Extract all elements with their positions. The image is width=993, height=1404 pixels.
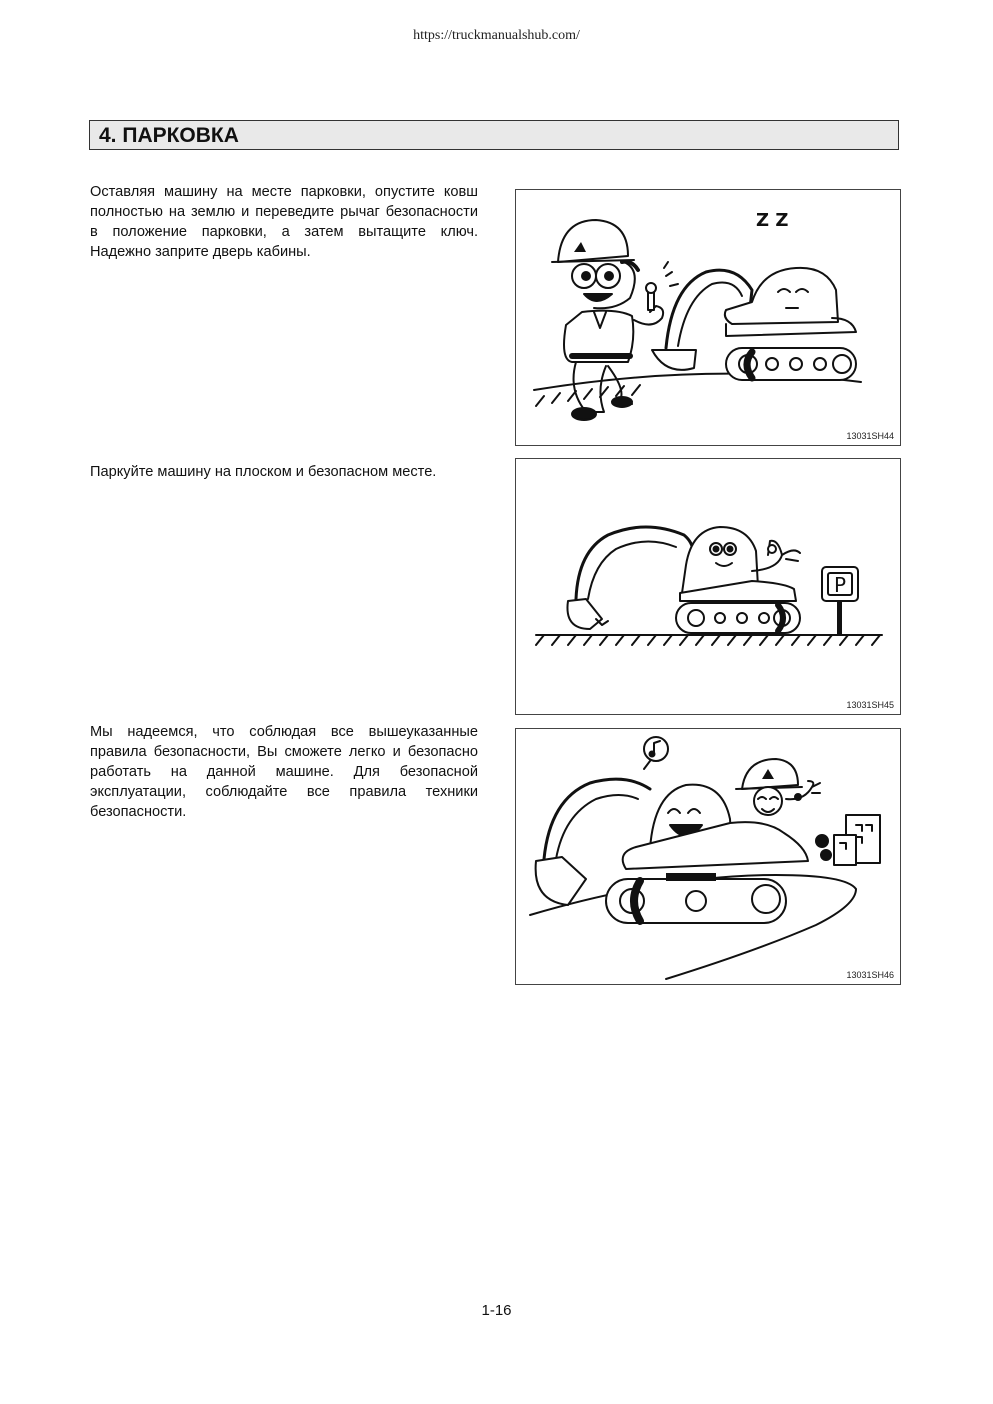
sleeping-excavator-illustration <box>516 190 902 447</box>
section-title: 4. ПАРКОВКА <box>89 120 899 150</box>
figure-code: 13031SH46 <box>846 970 894 980</box>
happy-excavator-illustration <box>516 729 902 986</box>
figure-happy-excavator <box>515 728 901 985</box>
figure-code: 13031SH44 <box>846 431 894 441</box>
figure-sleeping-excavator <box>515 189 901 446</box>
sleep-text: Z Z <box>756 210 789 231</box>
paragraph-parking-location: Паркуйте машину на плоском и безопасном месте. <box>90 464 437 480</box>
page-number: 1-16 <box>481 1302 512 1319</box>
paragraph-closing-note: Мы надеемся, что соблюдая все вышеуказанные правила безопасности, Вы сможете легко и безопасно работать на данной машине. Для безопасной эксплуатации, соблюдайте все правила техники безопасности. <box>90 724 478 820</box>
figure-code: 13031SH45 <box>846 700 894 710</box>
parked-excavator-illustration <box>516 459 902 716</box>
parking-sign-text: P <box>834 573 847 597</box>
source-url[interactable]: https://truckmanualshub.com/ <box>413 28 580 43</box>
paragraph-parking-procedure: Оставляя машину на месте парковки, опустите ковш полностью на землю и переведите рычаг безопасности в положение парковки, а затем вытащите ключ. Надежно заприте дверь кабины. <box>90 184 478 260</box>
figure-parked-excavator <box>515 458 901 715</box>
